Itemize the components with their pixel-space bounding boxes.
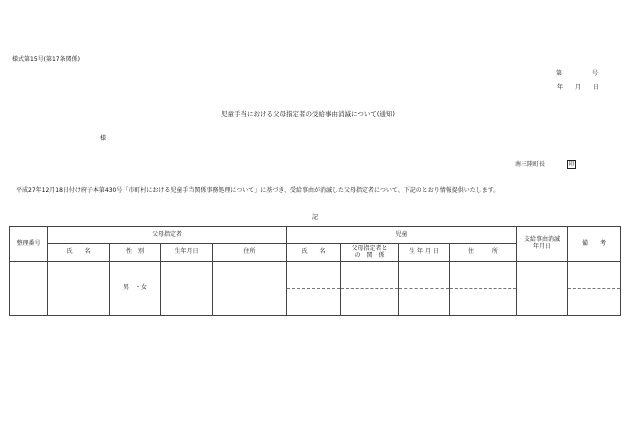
document-date-label: 年 月 日 (557, 84, 600, 91)
dashed-divider (341, 288, 398, 289)
child-birthdate-header: 生 年 月 日 (399, 244, 450, 262)
child-birthdate-cell[interactable] (399, 262, 450, 316)
parent-designee-group-header: 父母指定者 (48, 227, 287, 244)
document-title: 児童手当における父母指定者の受給事由消滅について(通知) (221, 110, 395, 118)
dashed-divider (399, 288, 449, 289)
sender-name: 南三陸町長 (515, 161, 546, 168)
parent-gender-header: 性 別 (110, 244, 161, 262)
dashed-divider (287, 288, 340, 289)
body-text: 平成27年12月18日付け府子本第430号「市町村における児童手当関係事務処理について」に基づき、受給事由が消滅した父母指定者について、下記のとおり情報提供いたします。 (16, 187, 500, 194)
table-row (10, 262, 621, 316)
parent-address-header: 住所 (213, 244, 287, 262)
child-name-cell[interactable] (287, 262, 341, 316)
dashed-divider (450, 288, 516, 289)
end-date-header: 支給事由消滅 年月日 (517, 227, 568, 262)
child-address-cell[interactable] (450, 262, 517, 316)
child-group-header: 児童 (287, 227, 517, 244)
parent-name-header: 氏 名 (48, 244, 110, 262)
addressee-suffix: 様 (100, 135, 107, 142)
form-number: 様式第15号(第17条関係) (12, 56, 80, 63)
note-label: 記 (312, 214, 319, 221)
remarks-cell[interactable] (568, 262, 621, 316)
info-table (9, 226, 621, 316)
parent-gender-cell[interactable]: 男 ・女 (110, 262, 161, 316)
parent-birthdate-header: 生年月日 (161, 244, 213, 262)
serial-number-header: 整理番号 (10, 227, 48, 262)
dashed-divider (568, 288, 620, 289)
parent-address-cell[interactable] (213, 262, 287, 316)
parent-name-cell[interactable] (48, 262, 110, 316)
child-address-header: 住 所 (450, 244, 517, 262)
child-relationship-cell[interactable] (341, 262, 399, 316)
seal-mark: 印 (568, 161, 575, 168)
child-name-header: 氏 名 (287, 244, 341, 262)
child-relationship-header: 父母指定者と の 関 係 (341, 244, 399, 262)
serial-number-cell[interactable] (10, 262, 48, 316)
parent-birthdate-cell[interactable] (161, 262, 213, 316)
end-date-cell[interactable] (517, 262, 568, 316)
remarks-header: 備 考 (568, 227, 621, 262)
document-number-label: 第 号 (556, 70, 599, 77)
